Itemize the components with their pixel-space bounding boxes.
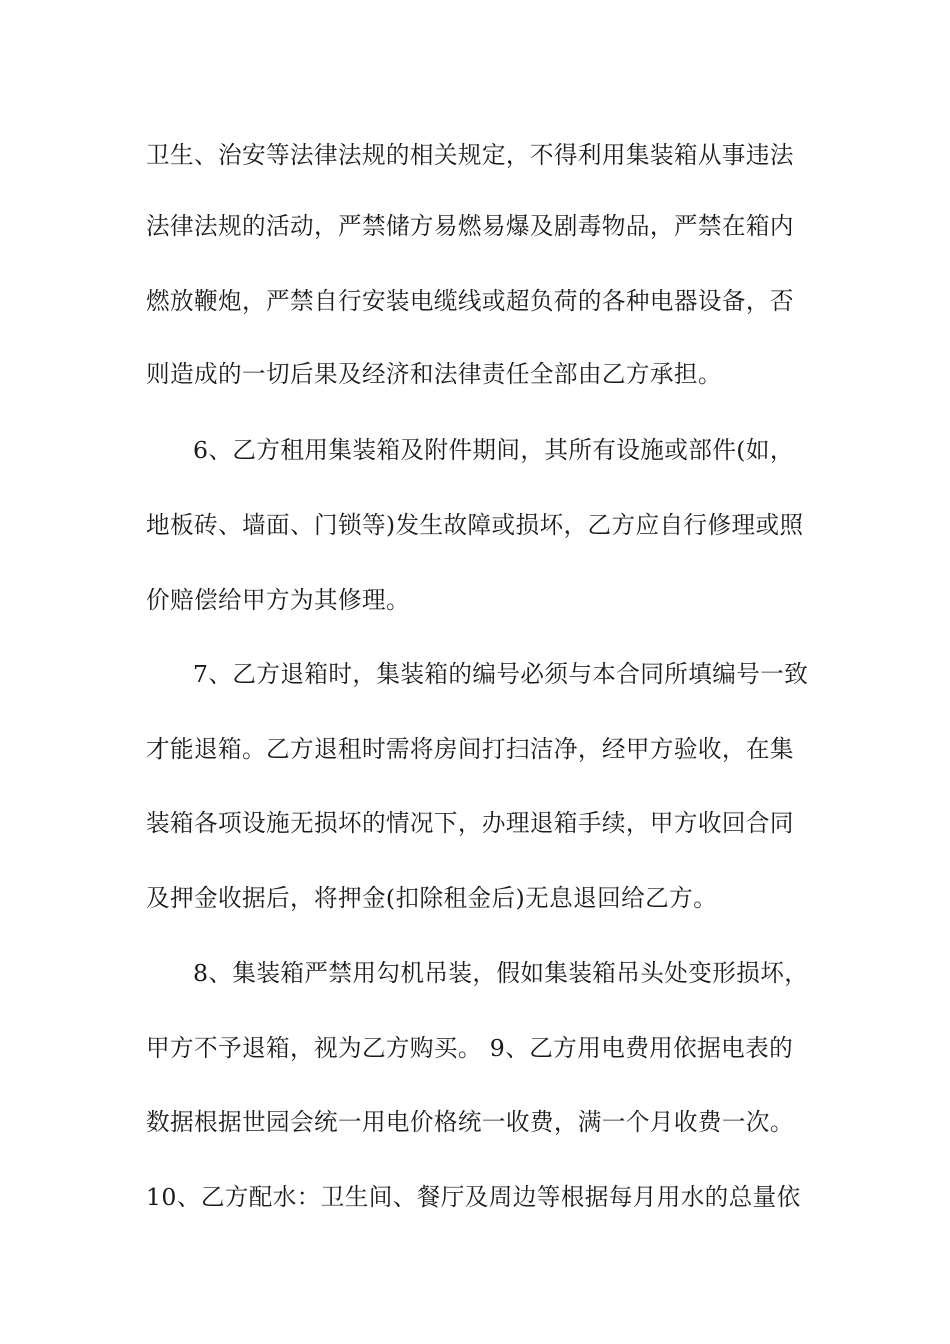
text-line: 卫生、治安等法律法规的相关规定，不得利用集装箱从事违法 — [146, 141, 794, 169]
text-line: 则造成的一切后果及经济和法律责任全部由乙方承担。 — [146, 360, 722, 388]
text-line: 甲方不予退箱，视为乙方购买。 9、乙方用电费用依据电表的 — [146, 1034, 794, 1062]
text-line: 地板砖、墙面、门锁等)发生故障或损坏，乙方应自行修理或照 — [146, 511, 804, 539]
paragraph-10-first-line: 10、乙方配水：卫生间、餐厅及周边等根据每月用水的总量依 — [146, 1183, 801, 1211]
text-line: 才能退箱。乙方退租时需将房间打扫洁净，经甲方验收，在集 — [146, 735, 794, 763]
text-line: 及押金收据后，将押金(扣除租金后)无息退回给乙方。 — [146, 884, 718, 912]
text-line: 数据根据世园会统一用电价格统一收费，满一个月收费一次。 — [146, 1108, 794, 1136]
paragraph-8-first-line: 8、集装箱严禁用勾机吊装，假如集装箱吊头处变形损坏， — [193, 959, 809, 987]
paragraph-6-first-line: 6、乙方租用集装箱及附件期间，其所有设施或部件(如， — [193, 436, 794, 464]
text-line: 法律法规的活动，严禁储方易燃易爆及剧毒物品，严禁在箱内 — [146, 212, 794, 240]
text-line: 价赔偿给甲方为其修理。 — [146, 586, 410, 614]
paragraph-7-first-line: 7、乙方退箱时，集装箱的编号必须与本合同所填编号一致 — [193, 660, 809, 688]
text-line: 燃放鞭炮，严禁自行安装电缆线或超负荷的各种电器设备，否 — [146, 287, 794, 315]
text-line: 装箱各项设施无损坏的情况下，办理退箱手续，甲方收回合同 — [146, 809, 794, 837]
